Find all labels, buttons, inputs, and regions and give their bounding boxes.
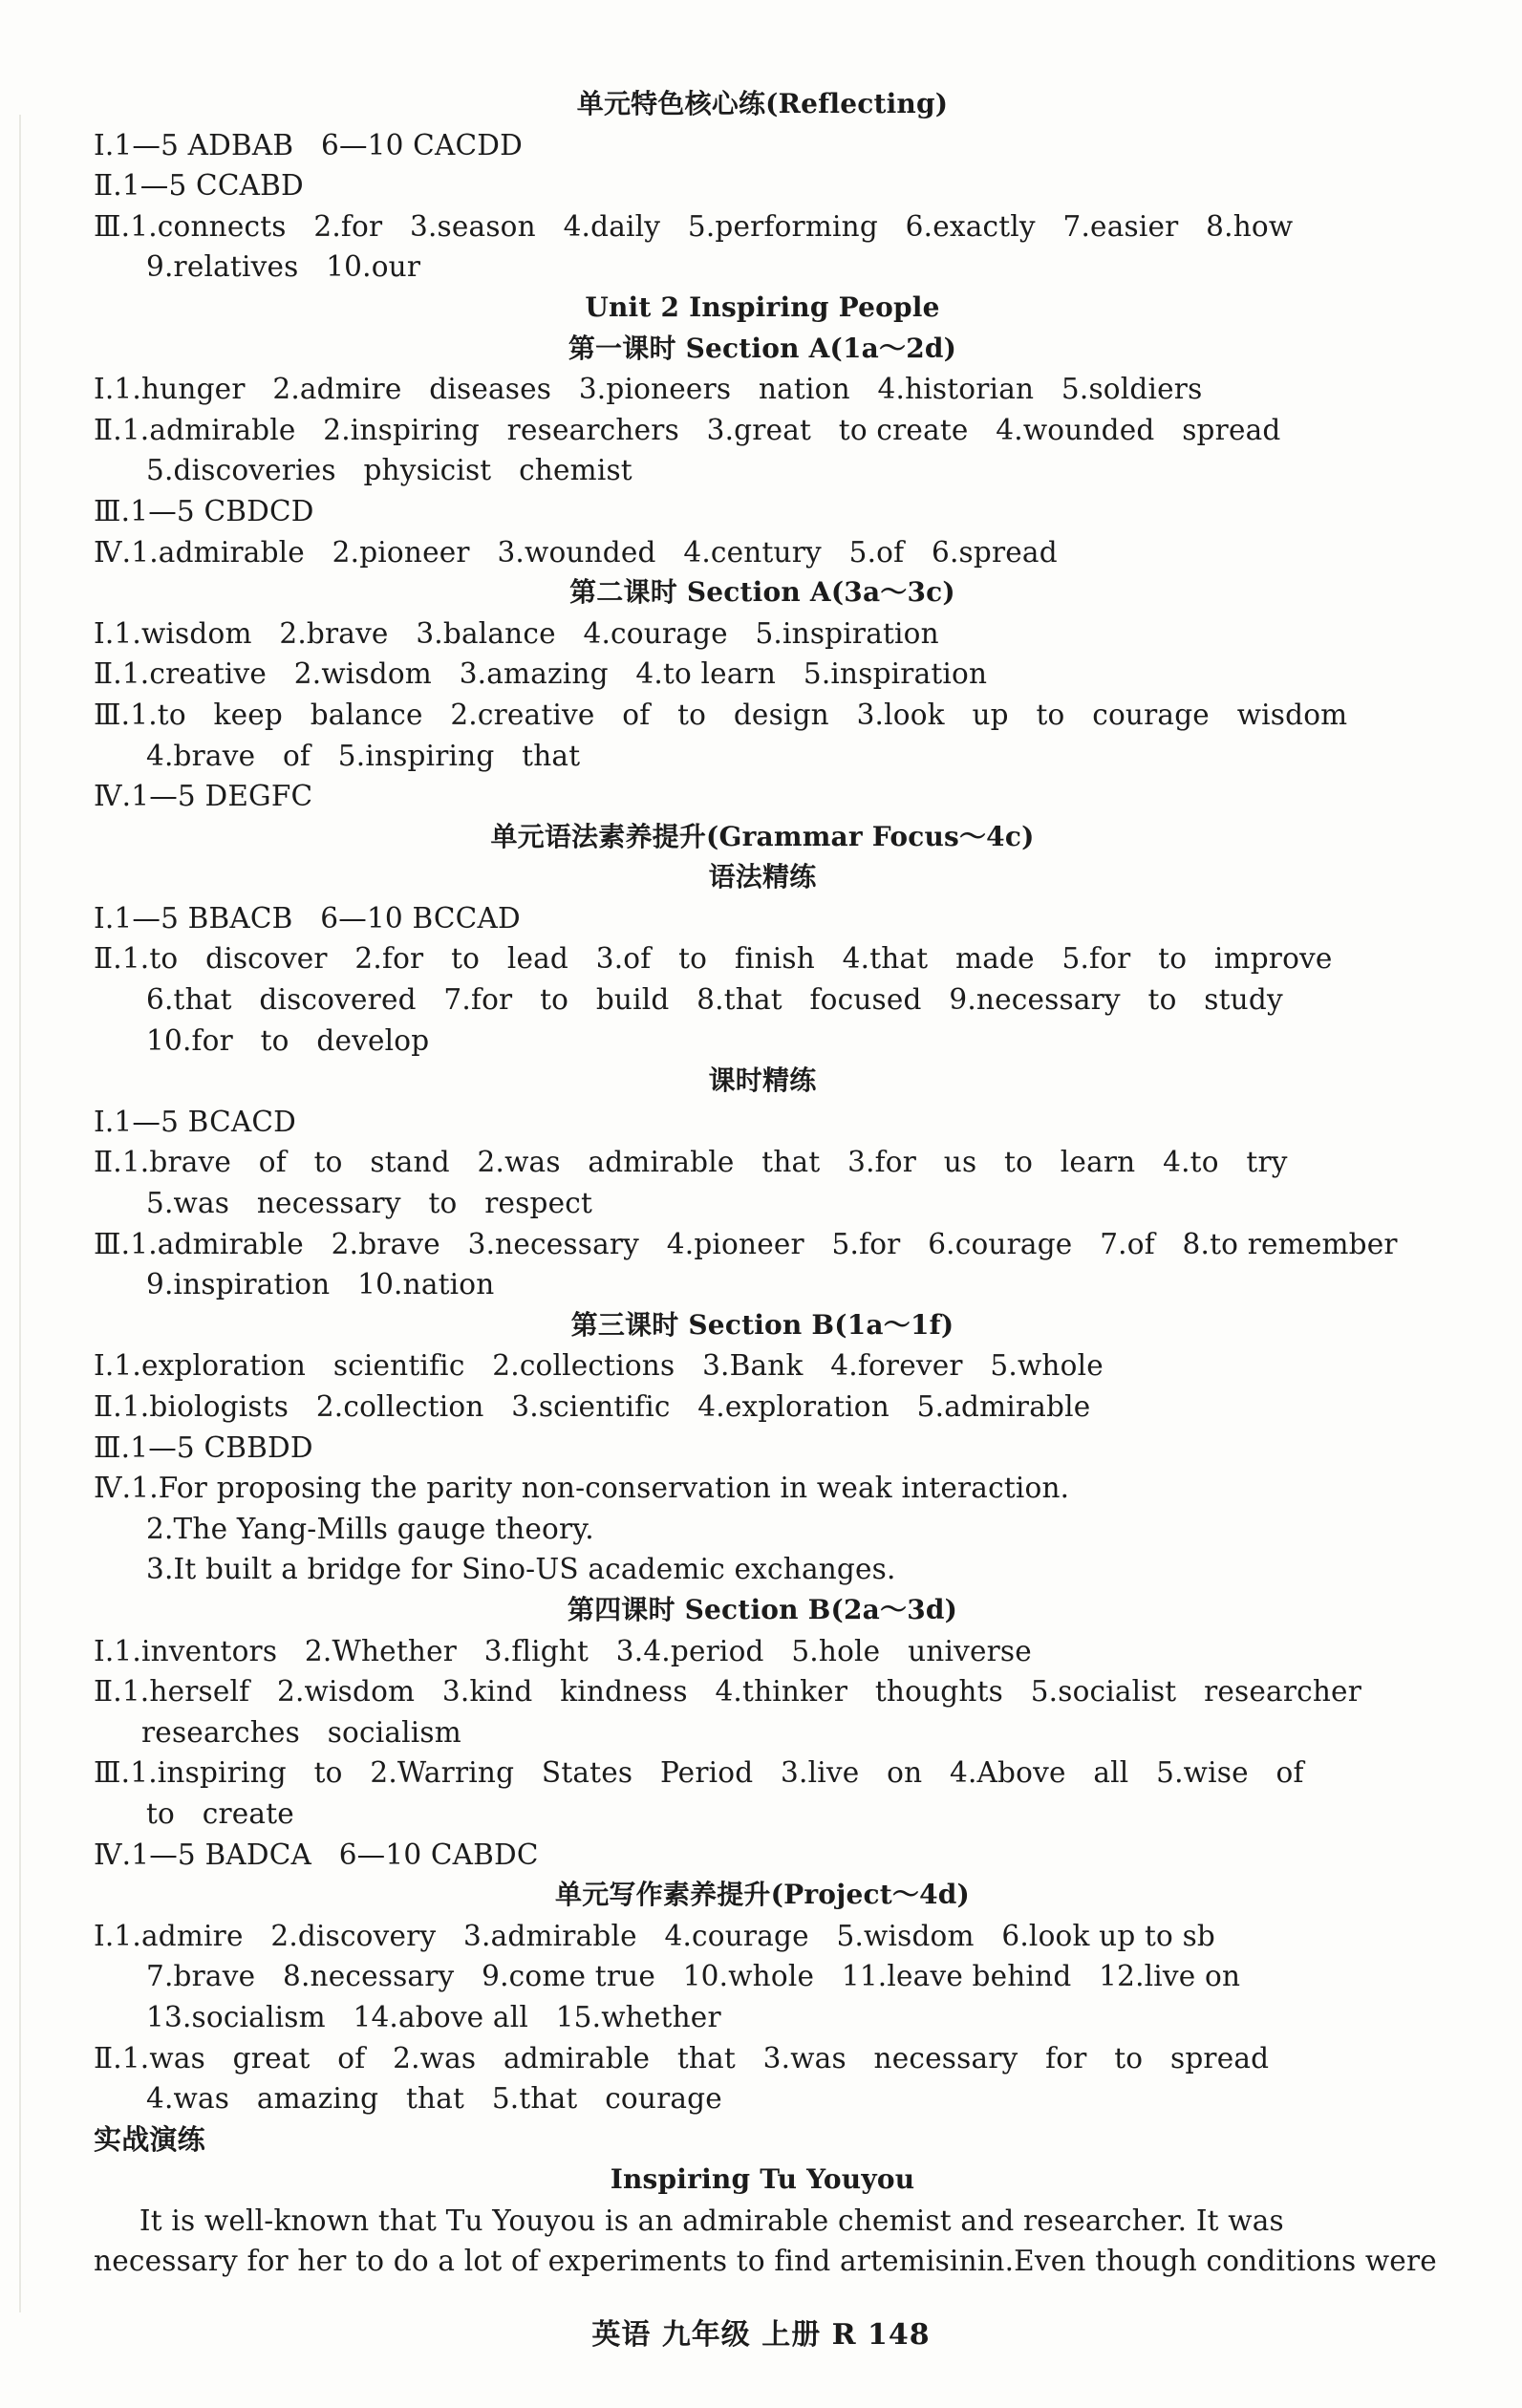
section-heading: 第一课时 Section A(1a～2d) — [568, 332, 957, 364]
answer-line: Ⅲ.1.inspiring to 2.Warring States Period 3.live on 4.Above all 5.wise of — [94, 1756, 1304, 1790]
section-heading: 第四课时 Section B(2a～3d) — [567, 1593, 958, 1625]
answer-line: Ⅰ.1—5 ADBAB 6—10 CACDD — [94, 128, 523, 161]
answer-line: 10.for to develop — [146, 1023, 430, 1057]
answer-line: Ⅳ.1.admirable 2.pioneer 3.wounded 4.century 5.of 6.spread — [94, 535, 1058, 569]
section-heading: 第三课时 Section B(1a～1f) — [570, 1308, 954, 1341]
answer-line: to create — [146, 1796, 294, 1830]
answer-line: Ⅱ.1.to discover 2.for to lead 3.of to finish 4.that made 5.for to improve — [94, 942, 1333, 976]
answer-line: Ⅳ.1.For proposing the parity non-conservation in weak interaction. — [94, 1472, 1070, 1505]
section-heading: Inspiring Tu Youyou — [610, 2163, 915, 2196]
section-heading: 实战演练 — [94, 2122, 205, 2156]
answer-line: 5.was necessary to respect — [146, 1187, 593, 1220]
answer-line: Ⅲ.1—5 CBBDD — [94, 1430, 313, 1464]
answer-line: Ⅱ.1.herself 2.wisdom 3.kind kindness 4.thinker thoughts 5.socialist researcher — [94, 1675, 1362, 1709]
answer-line: Ⅰ.1—5 BCACD — [94, 1105, 296, 1138]
answer-line: Ⅲ.1.to keep balance 2.creative of to design 3.look up to courage wisdom — [94, 698, 1348, 731]
answer-line: 9.inspiration 10.nation — [146, 1268, 495, 1301]
answer-line: Ⅰ.1.inventors 2.Whether 3.flight 3.4.period 5.hole universe — [94, 1634, 1032, 1667]
page-margin-line — [19, 115, 21, 2312]
answer-line: Ⅰ.1—5 BBACB 6—10 BCCAD — [94, 901, 521, 935]
section-heading: 第二课时 Section A(3a～3c) — [569, 576, 955, 609]
answer-line: Ⅱ.1.biologists 2.collection 3.scientific 4.exploration 5.admirable — [94, 1390, 1091, 1423]
answer-line: Ⅱ.1.brave of to stand 2.was admirable that 3.for us to learn 4.to try — [94, 1146, 1288, 1179]
answer-line: It is well-known that Tu Youyou is an admirable chemist and researcher. It was — [94, 2204, 1284, 2237]
answer-line: Ⅰ.1.exploration scientific 2.collections 3.Bank 4.forever 5.whole — [94, 1349, 1104, 1383]
answer-line: 9.relatives 10.our — [146, 250, 421, 284]
answer-line: 6.that discovered 7.for to build 8.that focused 9.necessary to study — [146, 983, 1283, 1017]
answer-line: Ⅰ.1.admire 2.discovery 3.admirable 4.courage 5.wisdom 6.look up to sb — [94, 1919, 1216, 1952]
answer-line: 4.was amazing that 5.that courage — [146, 2082, 722, 2116]
answer-line: 5.discoveries physicist chemist — [146, 454, 632, 487]
answer-line: Ⅱ.1.creative 2.wisdom 3.amazing 4.to learn 5.inspiration — [94, 657, 988, 691]
section-heading: 课时精练 — [708, 1064, 817, 1097]
answer-line: 7.brave 8.necessary 9.come true 10.whole 11.leave behind 12.live on — [146, 1960, 1241, 1993]
answer-line: researches socialism — [141, 1715, 461, 1749]
section-heading: 单元语法素养提升(Grammar Focus～4c) — [490, 820, 1035, 852]
answer-line: Ⅲ.1—5 CBDCD — [94, 494, 314, 527]
answer-line: Ⅳ.1—5 DEGFC — [94, 780, 313, 813]
answer-line: Ⅲ.1.connects 2.for 3.season 4.daily 5.performing 6.exactly 7.easier 8.how — [94, 209, 1294, 243]
answer-line: Ⅱ.1—5 CCABD — [94, 169, 304, 203]
answer-key-page — [94, 84, 1437, 2282]
answer-line: Ⅳ.1—5 BADCA 6—10 CABDC — [94, 1838, 539, 1871]
page-footer: 英语 九年级 上册 R 148 — [591, 2318, 931, 2352]
answer-line: Ⅰ.1.hunger 2.admire diseases 3.pioneers nation 4.historian 5.soldiers — [94, 373, 1203, 406]
answer-line: 3.It built a bridge for Sino-US academic exchanges. — [146, 1553, 896, 1586]
section-heading: 单元写作素养提升(Project～4d) — [555, 1879, 970, 1911]
answer-line: 4.brave of 5.inspiring that — [146, 739, 581, 772]
answer-line: Ⅱ.1.admirable 2.inspiring researchers 3.great to create 4.wounded spread — [94, 413, 1281, 446]
answer-line: Ⅲ.1.admirable 2.brave 3.necessary 4.pioneer 5.for 6.courage 7.of 8.to remember — [94, 1227, 1398, 1260]
answer-line: Ⅱ.1.was great of 2.was admirable that 3.was necessary for to spread — [94, 2041, 1270, 2075]
section-heading: 语法精练 — [708, 861, 817, 893]
answer-line: 13.socialism 14.above all 15.whether — [146, 2000, 721, 2033]
section-heading: 单元特色核心练(Reflecting) — [576, 88, 949, 119]
answer-line: necessary for her to do a lot of experiments to find artemisinin.Even though conditions were — [94, 2245, 1437, 2278]
section-heading: Unit 2 Inspiring People — [585, 290, 940, 323]
answer-line: 2.The Yang-Mills gauge theory. — [146, 1512, 594, 1545]
answer-line: Ⅰ.1.wisdom 2.brave 3.balance 4.courage 5.inspiration — [94, 616, 939, 650]
